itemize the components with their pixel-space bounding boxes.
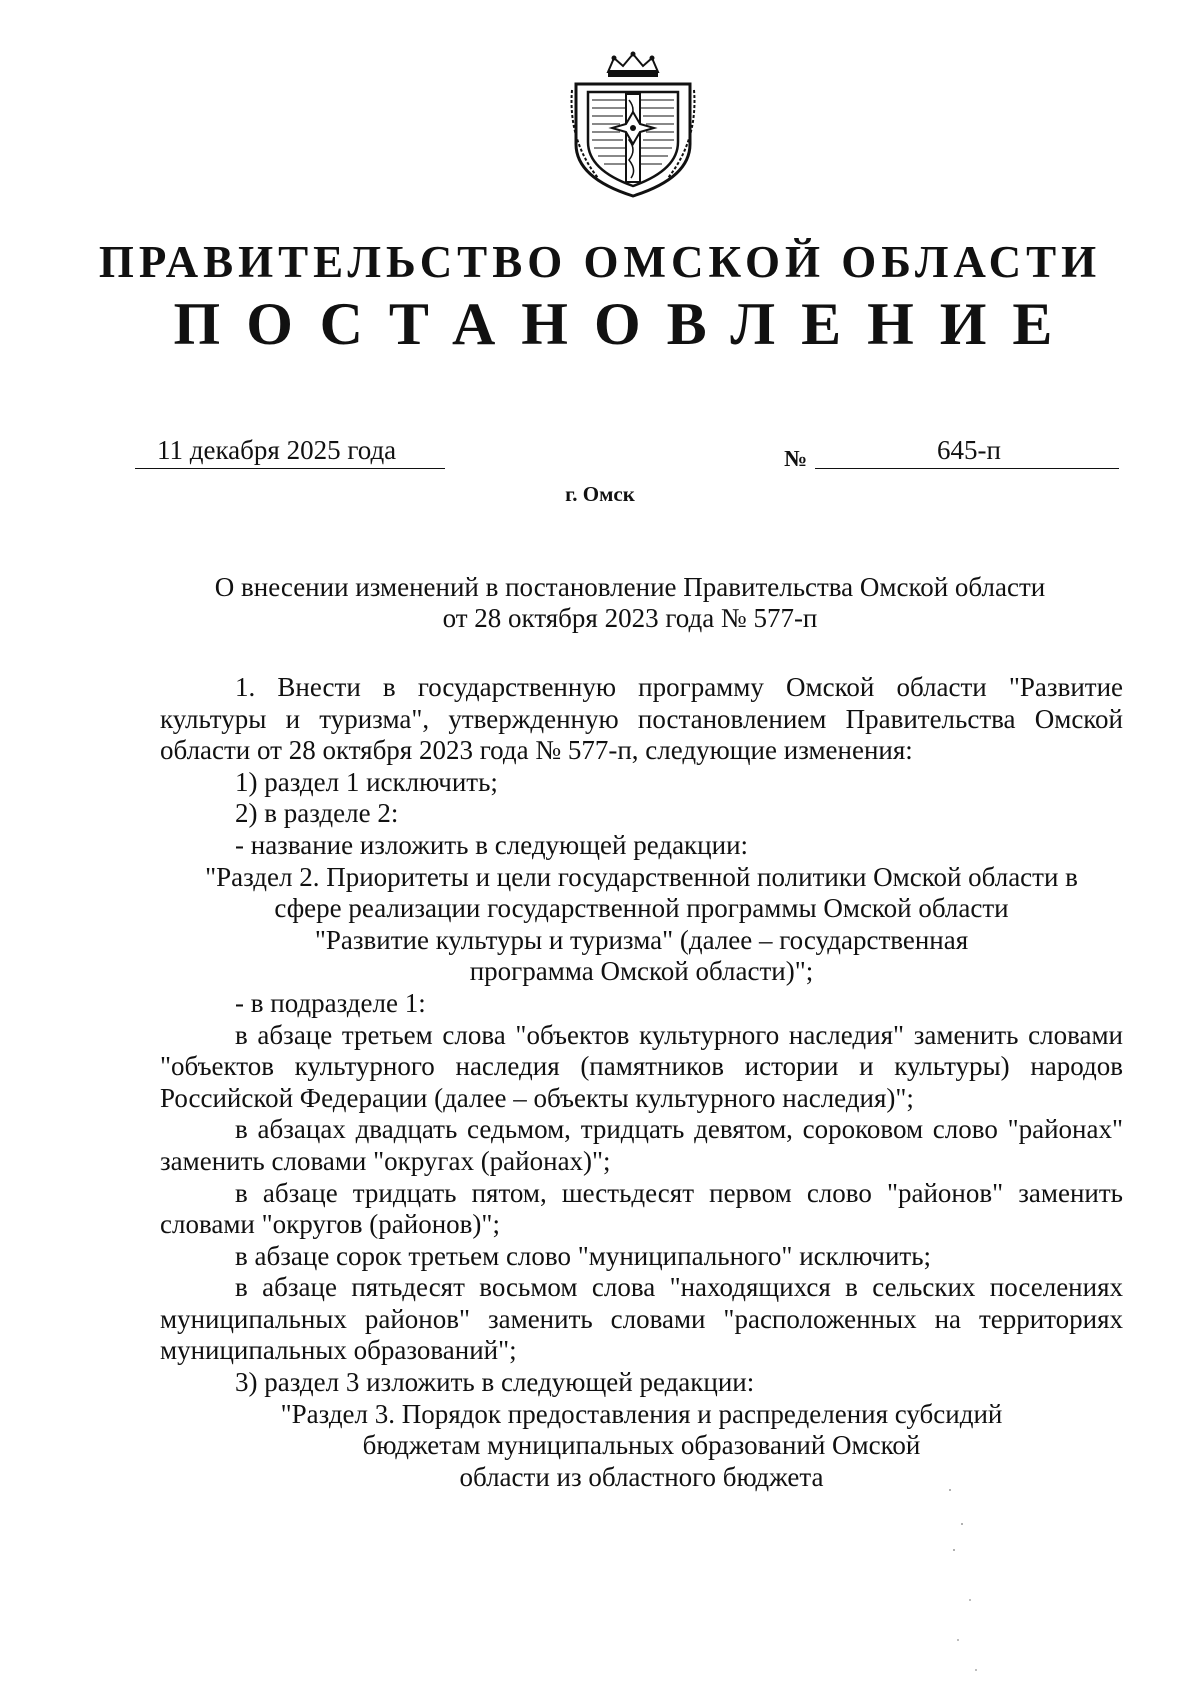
paragraph: в абзацах двадцать седьмом, тридцать девятом, сороковом слово "районах" заменить словами "округах (районах)"; bbox=[160, 1114, 1123, 1176]
paragraph: в абзаце третьем слова "объектов культурного наследия" заменить словами "объектов культурного наследия (памятников истории и культуры) народов Российской Федерации (далее – объекты культурного наследия)"; bbox=[160, 1019, 1123, 1113]
document-body bbox=[160, 672, 1123, 1493]
scan-specks bbox=[940, 1480, 1000, 1680]
city-label: г. Омск bbox=[565, 482, 635, 506]
government-title: ПРАВИТЕЛЬСТВО ОМСКОЙ ОБЛАСТИ bbox=[98, 237, 1102, 287]
document-type-title: ПОСТАНОВЛЕНИЕ bbox=[173, 291, 1079, 357]
list-item: - название изложить в следующей редакции: bbox=[235, 829, 749, 860]
section-title-line: "Развитие культуры и туризма" (далее – государственная bbox=[314, 924, 969, 955]
document-number-field bbox=[815, 432, 1119, 469]
subject-line: О внесении изменений в постановление Правительства Омской области bbox=[214, 572, 1046, 602]
list-item: 2) в разделе 2: bbox=[235, 798, 399, 829]
list-item: 3) раздел 3 изложить в следующей редакции: bbox=[235, 1367, 755, 1398]
section-title-line: "Раздел 2. Приоритеты и цели государственной политики Омской области в bbox=[205, 861, 1078, 892]
section-title-line: "Раздел 3. Порядок предоставления и распределения субсидий bbox=[280, 1398, 1003, 1429]
list-item: - в подразделе 1: bbox=[235, 987, 426, 1018]
number-sign: № bbox=[784, 446, 808, 471]
document-number: 645-п bbox=[937, 435, 1001, 465]
section-title-line: сфере реализации государственной программы Омской области bbox=[274, 893, 1009, 924]
list-item: в абзаце сорок третьем слово "муниципального" исключить; bbox=[235, 1240, 932, 1271]
paragraph: 1. Внести в государственную программу Омской области "Развитие культуры и туризма", утвержденную постановлением Правительства Омской области от 28 октября 2023 года № 577-п, следующие изменения: bbox=[160, 672, 1123, 766]
section-title-line: бюджетам муниципальных образований Омской bbox=[362, 1430, 921, 1461]
section-2-title bbox=[160, 862, 1123, 988]
document-subject bbox=[160, 572, 1100, 634]
section-title-line: области из областного бюджета bbox=[459, 1461, 824, 1492]
subject-line: от 28 октября 2023 года № 577-п bbox=[442, 603, 818, 633]
document-date: 11 декабря 2025 года bbox=[157, 435, 397, 465]
coat-of-arms-icon bbox=[568, 50, 698, 200]
section-title-line: программа Омской области)"; bbox=[469, 956, 814, 987]
list-item: 1) раздел 1 исключить; bbox=[235, 766, 498, 797]
paragraph: в абзаце тридцать пятом, шестьдесят первом слово "районов" заменить словами "округов (районов)"; bbox=[160, 1177, 1123, 1240]
document-date-field bbox=[135, 432, 445, 469]
paragraph: в абзаце пятьдесят восьмом слова "находящихся в сельских поселениях муниципальных районов" заменить словами "расположенных на территориях муниципальных образований"; bbox=[160, 1272, 1123, 1366]
